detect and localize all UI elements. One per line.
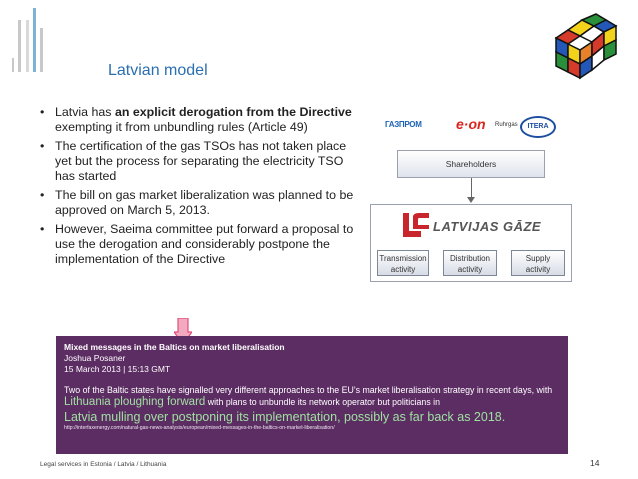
news-author: Joshua Posaner: [64, 353, 126, 363]
news-headline: Mixed messages in the Baltics on market liberalisation: [64, 342, 285, 352]
decor-bar: [33, 8, 36, 72]
news-excerpt: [56, 336, 568, 454]
news-body: Two of the Baltic states have signalled very different approaches to the EU’s market liberalisation strategy in recent days, with Lithuania ploughing forward with plans to unbundle its network operator but politicians in: [64, 385, 553, 408]
page-number: 14: [590, 458, 600, 468]
decor-bar: [12, 58, 14, 72]
bullet-item: • The certification of the gas TSOs has not taken place yet but the process for separating the electricity TSO has started: [40, 139, 360, 184]
supply-activity-box: Supply activity: [511, 250, 565, 276]
rubiks-cube-icon: [548, 12, 622, 86]
bullet-item: • Latvia has an explicit derogation from the Directive exempting it from unbundling rules (Article 49): [40, 105, 360, 135]
news-date: 15 March 2013 | 15:13 GMT: [64, 364, 171, 374]
decor-bar: [18, 20, 21, 72]
ruhrgas-logo: Ruhrgas: [495, 122, 518, 128]
news-highlight-latvia: Latvia mulling over postponing its implementation, possibly as far back as 2018.: [64, 410, 506, 424]
bullet-item: • The bill on gas market liberalization was planned to be approved on March 5, 2013.: [40, 188, 360, 218]
latvijas-gaze-logo-icon: [399, 211, 433, 239]
bullet-item: • However, Saeima committee put forward a proposal to use the derogation and considerably postpone the implementation of the Directive: [40, 222, 360, 267]
company-name: LATVIJAS GĀZE: [433, 219, 542, 234]
arrow-down-icon: [467, 197, 475, 203]
itera-logo: ITERA: [520, 116, 556, 138]
decor-bar: [40, 28, 43, 72]
bullet-list: [40, 105, 360, 271]
shareholders-box: Shareholders: [397, 150, 545, 178]
gazprom-logo: ГАЗПРОМ: [385, 120, 422, 129]
decor-bar: [26, 20, 29, 72]
transmission-activity-box: Transmission activity: [377, 250, 429, 276]
eon-logo: e·on: [456, 116, 486, 132]
slide-title: Latvian model: [108, 62, 208, 79]
slide-footer: Legal services in Estonia / Latvia / Lithuania: [40, 461, 167, 468]
shareholder-logos: [380, 114, 565, 142]
news-source-link[interactable]: http://interfaxenergy.com/natural-gas-news-analysis/european/mixed-messages-in-the-baltics-on-market-liberalisation/: [64, 425, 335, 431]
distribution-activity-box: Distribution activity: [443, 250, 497, 276]
news-highlight-lithuania: Lithuania ploughing forward: [64, 395, 206, 408]
